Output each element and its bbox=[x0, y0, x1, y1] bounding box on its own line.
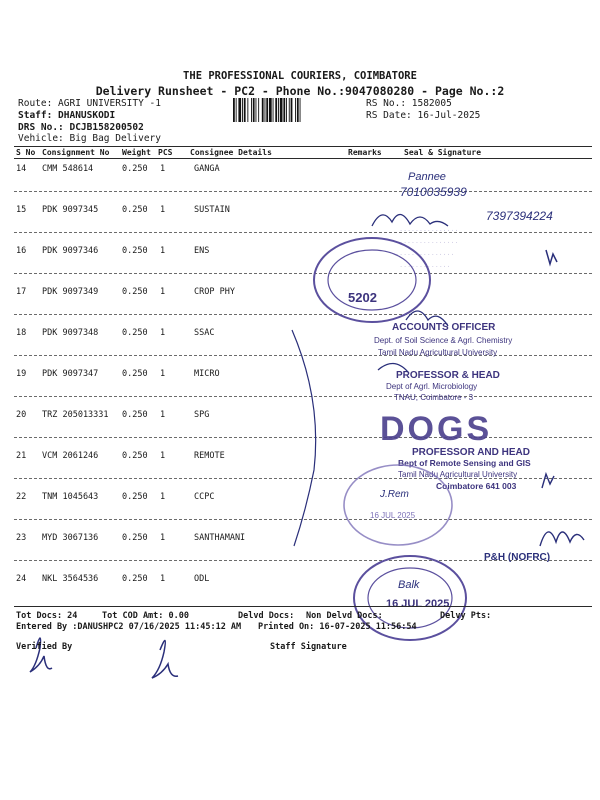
row-sno: 20 bbox=[16, 410, 27, 420]
row-weight: 0.250 bbox=[122, 533, 148, 543]
row-weight: 0.250 bbox=[122, 451, 148, 461]
row-sno: 15 bbox=[16, 205, 27, 215]
svg-text:· · · · · · · · · · · · · · ·: · · · · · · · · · · · · · · · bbox=[396, 251, 454, 258]
row-consignment-no: PDK 9097346 bbox=[42, 246, 99, 256]
row-weight: 0.250 bbox=[122, 287, 148, 297]
table-bottom-rule bbox=[14, 606, 592, 607]
row-consignment-no: NKL 3564536 bbox=[42, 574, 99, 584]
delivery-points: Delvy Pts: bbox=[440, 611, 492, 621]
col-seal-signature: Seal & Signature bbox=[404, 148, 482, 157]
total-cod: Tot COD Amt: 0.00 bbox=[102, 611, 189, 621]
row-pcs: 1 bbox=[160, 533, 166, 543]
signature-row16 bbox=[546, 250, 557, 264]
col-remarks: Remarks bbox=[348, 148, 382, 157]
row-sno: 17 bbox=[16, 287, 27, 297]
row-consignment-no: CMM 548614 bbox=[42, 164, 94, 174]
stamp-big-letters: DOGS bbox=[380, 410, 493, 448]
stamp-accounts-dept: Dept. of Soil Science & Agrl. Chemistry bbox=[374, 336, 513, 345]
row-pcs: 1 bbox=[160, 369, 166, 379]
company-title: THE PROFESSIONAL COURIERS, COIMBATORE bbox=[183, 70, 417, 82]
row-pcs: 1 bbox=[160, 451, 166, 461]
entered-by: Entered By :DANUSHPC2 07/16/2025 11:45:12 AM bbox=[16, 622, 242, 632]
staff-label: Staff: DHANUSKODI bbox=[18, 110, 116, 121]
route-label: Route: AGRI UNIVERSITY -1 bbox=[18, 98, 161, 109]
date-stamp-1: 16 JUL 2025 bbox=[370, 511, 416, 520]
stamp-accounts-officer: ACCOUNTS OFFICER bbox=[392, 322, 496, 333]
round-seal-biology bbox=[314, 238, 430, 322]
row-weight: 0.250 bbox=[122, 205, 148, 215]
vehicle-label: Vehicle: Big Bag Delivery bbox=[18, 133, 161, 144]
row-sno: 14 bbox=[16, 164, 27, 174]
row-sno: 16 bbox=[16, 246, 27, 256]
rs-date: RS Date: 16-Jul-2025 bbox=[366, 110, 481, 121]
stamp-accounts-univ: Tamil Nadu Agricultural University bbox=[378, 348, 498, 357]
col-consignment: Consignment No bbox=[42, 148, 110, 157]
row-weight: 0.250 bbox=[122, 246, 148, 256]
svg-text:· · · · · · · · · · · · · · ·: · · · · · · · · · · · · · · · bbox=[400, 227, 458, 234]
faint-stamp-row15 bbox=[396, 227, 458, 270]
row-consignee: ENS bbox=[194, 246, 210, 256]
handwritten-phone-row14: 7010035939 bbox=[400, 185, 467, 199]
row-weight: 0.250 bbox=[122, 410, 148, 420]
row-weight: 0.250 bbox=[122, 492, 148, 502]
staff-signature: Staff Signature bbox=[270, 642, 347, 652]
row-pcs: 1 bbox=[160, 246, 166, 256]
row-consignee: ODL bbox=[194, 574, 210, 584]
drs-label: DRS No.: DCJB158200502 bbox=[18, 122, 144, 133]
signature-row23 bbox=[540, 532, 584, 546]
row-consignee: GANGA bbox=[194, 164, 220, 174]
row-consignee: SANTHAMANI bbox=[194, 533, 246, 543]
stamp-professor-univ: TNAU, Coimbatore - 3 bbox=[394, 393, 474, 402]
row-consignee: MICRO bbox=[194, 369, 220, 379]
non-delivered-docs: Non Delvd Docs: bbox=[306, 611, 383, 621]
verified-by: Verified By bbox=[16, 642, 73, 652]
total-docs: Tot Docs: 24 bbox=[16, 611, 78, 621]
delivered-docs: Delvd Docs: bbox=[238, 611, 295, 621]
row-sno: 18 bbox=[16, 328, 27, 338]
row-consignment-no: PDK 9097347 bbox=[42, 369, 99, 379]
stamp-professor-dept: Dept of Agrl. Microbiology bbox=[386, 382, 478, 391]
row-pcs: 1 bbox=[160, 492, 166, 502]
runsheet-subtitle: Delivery Runsheet - PC2 - Phone No.:9047080280 - Page No.:2 bbox=[95, 84, 505, 98]
row-consignment-no: PDK 9097349 bbox=[42, 287, 99, 297]
col-consignee: Consignee Details bbox=[190, 148, 272, 157]
col-pcs: PCS bbox=[158, 148, 173, 157]
signature-row22-right bbox=[542, 474, 554, 488]
row-consignee: CROP PHY bbox=[194, 287, 235, 297]
seal-number: 5202 bbox=[348, 290, 377, 305]
handwritten-phone-row15: 7397394224 bbox=[486, 209, 553, 223]
row-pcs: 1 bbox=[160, 287, 166, 297]
row-pcs: 1 bbox=[160, 328, 166, 338]
rs-number: RS No.: 1582005 bbox=[366, 98, 452, 109]
printed-on: Printed On: 16-07-2025 11:56:54 bbox=[258, 622, 417, 632]
stamp-ph-nofrc: P&H (NOFRC) bbox=[484, 552, 551, 563]
signature-verified-2 bbox=[152, 640, 178, 678]
pen-stroke bbox=[292, 330, 316, 546]
handwritten-sign-row24: Balk bbox=[398, 579, 420, 591]
row-consignee: REMOTE bbox=[194, 451, 225, 461]
stamp-remote-city: Coimbatore 641 003 bbox=[436, 481, 517, 491]
row-weight: 0.250 bbox=[122, 369, 148, 379]
row-consignment-no: VCM 2061246 bbox=[42, 451, 99, 461]
svg-text:· · · · · · · · · · · · · · ·: · · · · · · · · · · · · · · · · bbox=[396, 239, 458, 246]
handwritten-name-row14: Pannee bbox=[408, 171, 446, 183]
row-sno: 21 bbox=[16, 451, 27, 461]
row-consignment-no: PDK 9097345 bbox=[42, 205, 99, 215]
row-sno: 19 bbox=[16, 369, 27, 379]
stamp-remote-dept: Bept of Remote Sensing and GIS bbox=[398, 458, 531, 468]
date-stamp-2: 16 JUL 2025 bbox=[386, 598, 450, 610]
row-weight: 0.250 bbox=[122, 328, 148, 338]
svg-text:· · · · · · · · · · · · ·: · · · · · · · · · · · · · bbox=[400, 263, 450, 270]
col-sno: S No bbox=[16, 148, 36, 157]
row-consignee: CCPC bbox=[194, 492, 215, 502]
signature-row15 bbox=[372, 214, 448, 226]
stamp-professor-head: PROFESSOR & HEAD bbox=[396, 370, 500, 381]
row-consignee: SUSTAIN bbox=[194, 205, 230, 215]
row-pcs: 1 bbox=[160, 164, 166, 174]
row-weight: 0.250 bbox=[122, 574, 148, 584]
row-weight: 0.250 bbox=[122, 164, 148, 174]
stamp-remote-univ: Tamil Nadu Agricultural University bbox=[398, 470, 518, 479]
col-weight: Weight bbox=[122, 148, 151, 157]
row-pcs: 1 bbox=[160, 410, 166, 420]
row-sno: 23 bbox=[16, 533, 27, 543]
row-sno: 24 bbox=[16, 574, 27, 584]
row-consignee: SSAC bbox=[194, 328, 215, 338]
row-consignment-no: TNM 1045643 bbox=[42, 492, 99, 502]
handwritten-sign-row22: J.Rem bbox=[380, 489, 409, 500]
row-pcs: 1 bbox=[160, 574, 166, 584]
row-consignment-no: MYD 3067136 bbox=[42, 533, 99, 543]
row-pcs: 1 bbox=[160, 205, 166, 215]
row-sno: 22 bbox=[16, 492, 27, 502]
row-consignee: SPG bbox=[194, 410, 210, 420]
stamp-remote-head: PROFESSOR AND HEAD bbox=[412, 447, 530, 458]
row-consignment-no: PDK 9097348 bbox=[42, 328, 99, 338]
row-consignment-no: TRZ 205013331 bbox=[42, 410, 109, 420]
